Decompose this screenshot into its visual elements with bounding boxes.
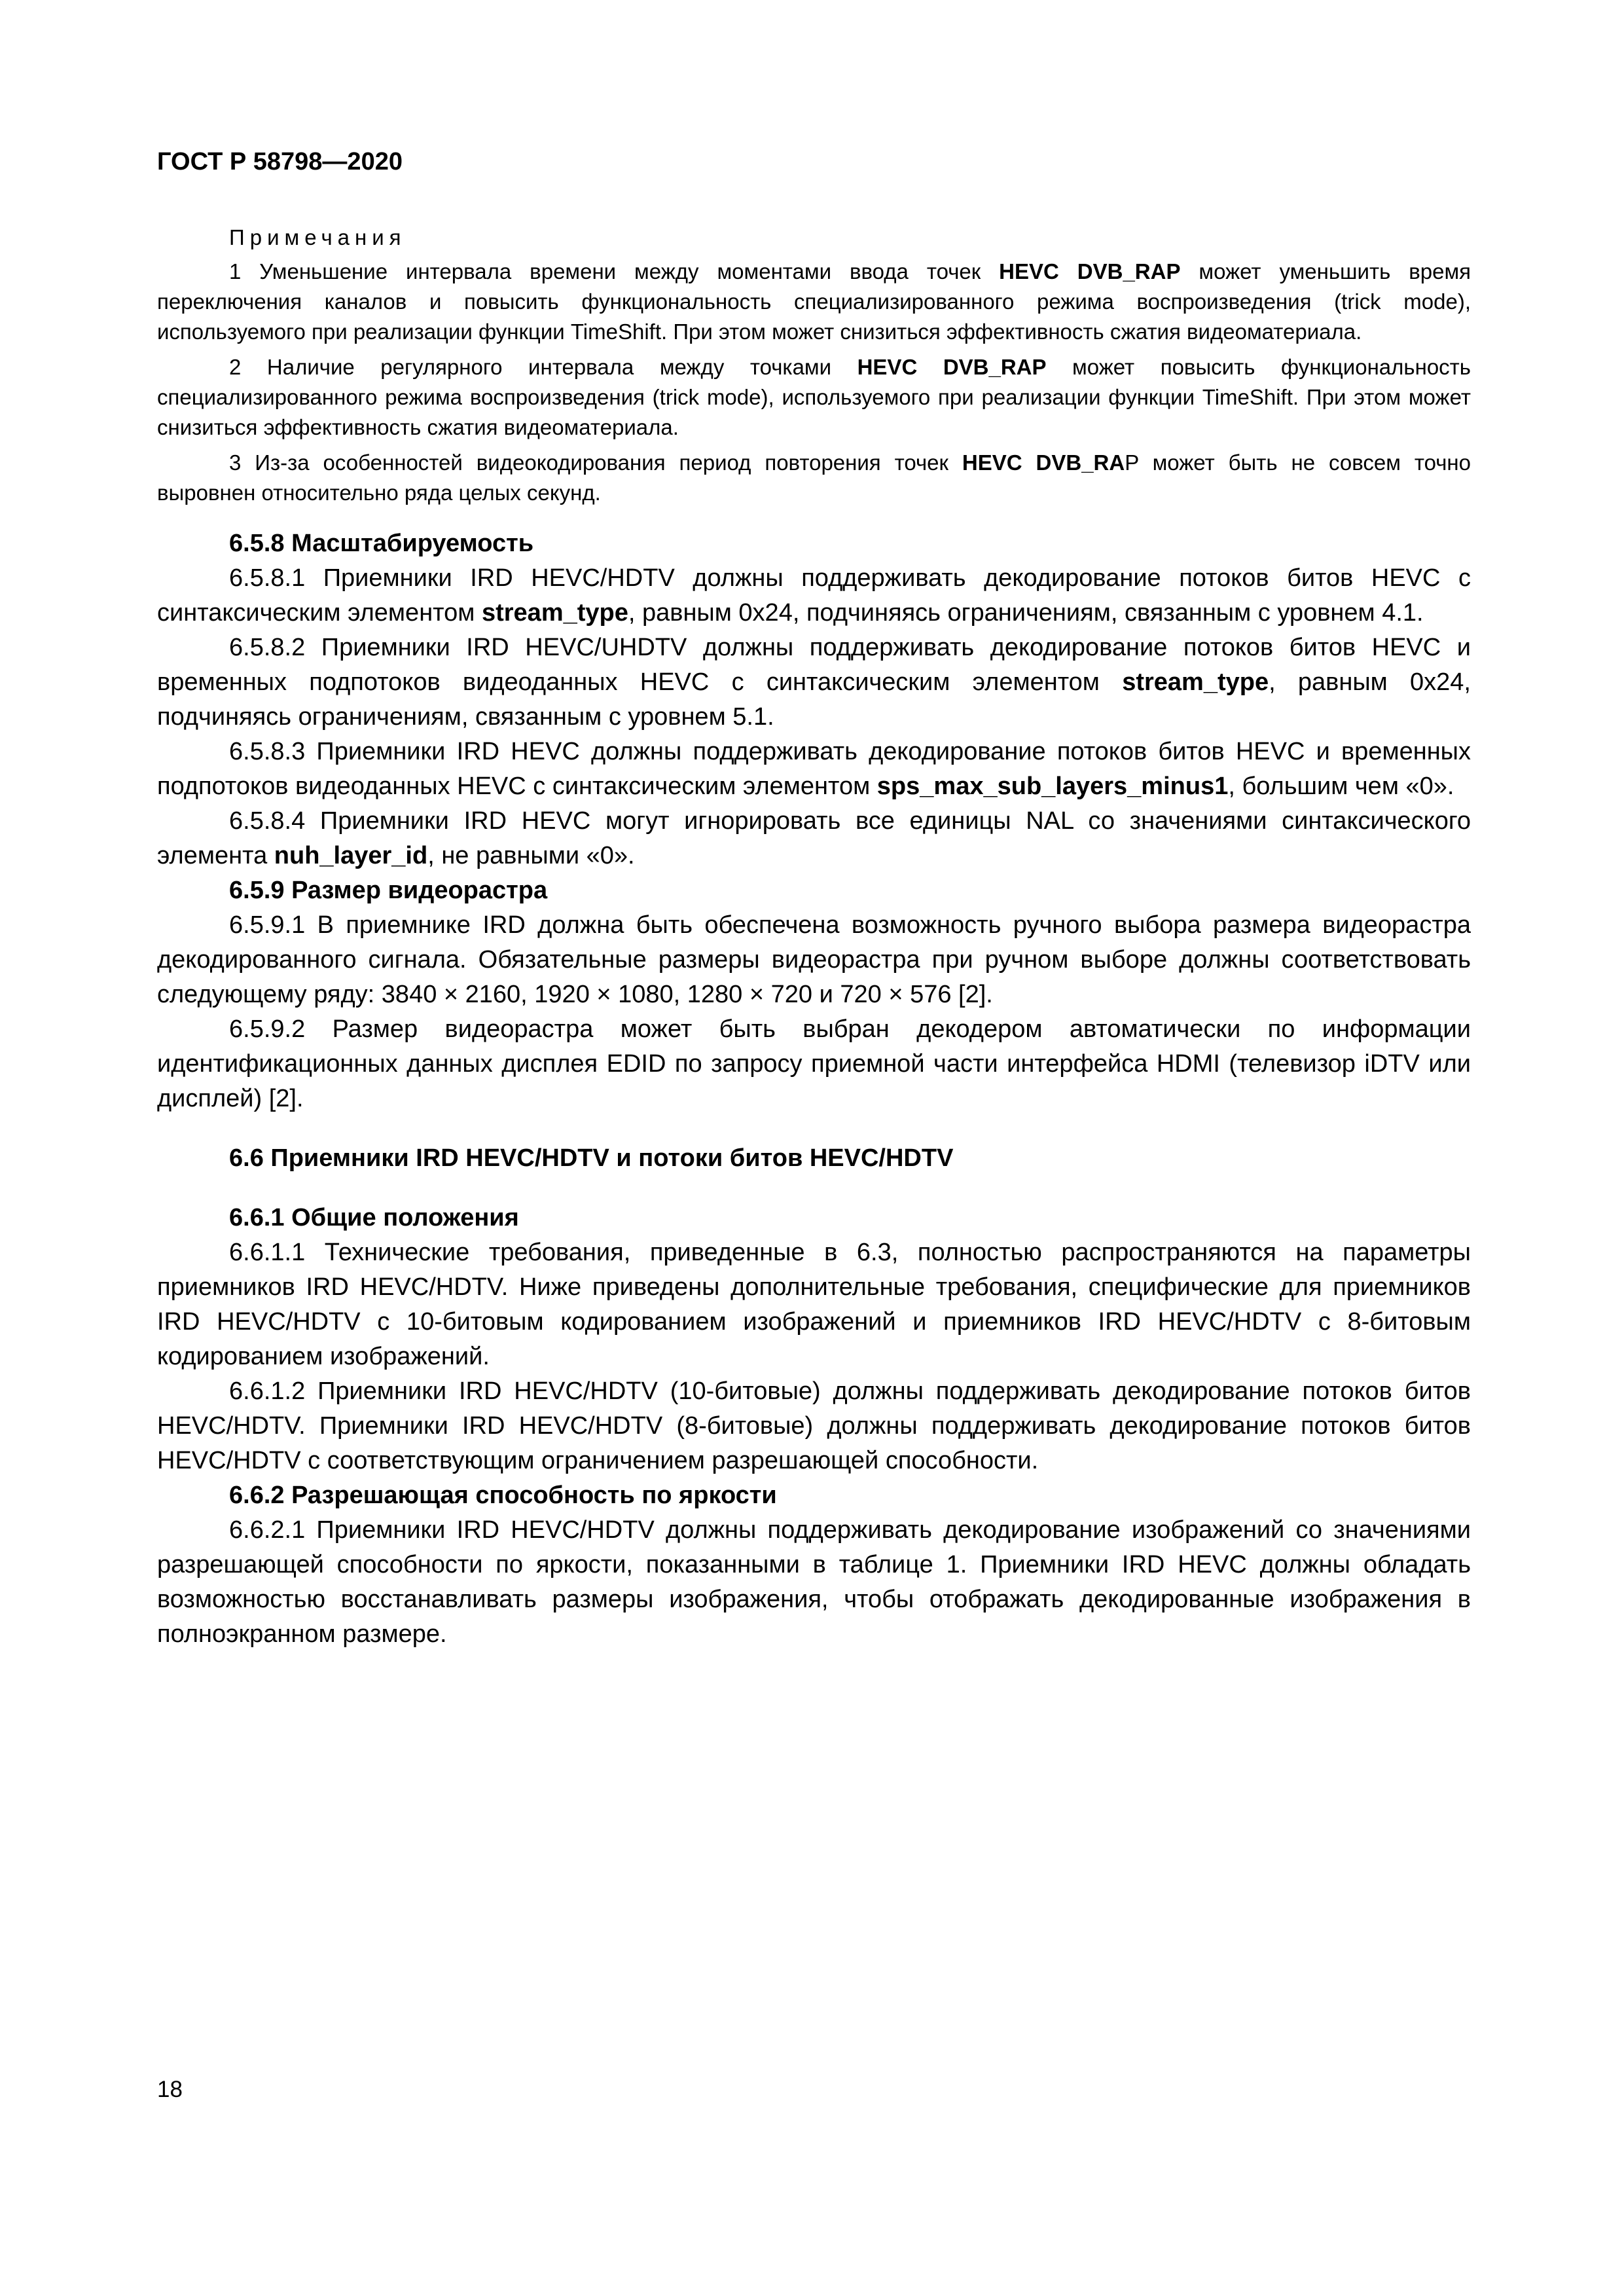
page-number: 18 [157, 2077, 183, 2102]
paragraph-text: , равным 0x24, подчиняясь ограничениям, связанным с уровнем 4.1. [628, 599, 1424, 627]
note-text: 3 Из-за особенностей видеокодирования период повторения точек [229, 450, 962, 475]
paragraph-term: stream_type [1122, 668, 1269, 696]
document-header: ГОСТ Р 58798—2020 [157, 148, 403, 175]
section-heading-6-6: 6.6 Приемники IRD HEVC/HDTV и потоки битов HEVC/HDTV [229, 1144, 954, 1172]
section-heading-6-6-1: 6.6.1 Общие положения [229, 1204, 519, 1231]
note-text: 2 Наличие регулярного интервала между точками [229, 355, 857, 379]
paragraph-6-5-9-1: 6.5.9.1 В приемнике IRD должна быть обеспечена возможность ручного выбора размера видеорастра декодированного сигнала. Обязательные размеры видеорастра при ручном выборе должны соответствовать следующему ряду: 3840 × 2160, 1920 × 1080, 1280 × 720 и 720 × 576 [2]. [157, 911, 1471, 1008]
section-heading-6-6-2: 6.6.2 Разрешающая способность по яркости [229, 1482, 777, 1509]
note-1 [157, 257, 1471, 347]
paragraph-6-6-1-2: 6.6.1.2 Приемники IRD HEVC/HDTV (10-битовые) должны поддерживать декодирование потоков битов HEVC/HDTV. Приемники IRD HEVC/HDTV (8-битовые) должны поддерживать декодирование потоков битов HEVC/HDTV с соответствующим ограничением разрешающей способности. [157, 1377, 1471, 1474]
paragraph-6-6-1-1: 6.6.1.1 Технические требования, приведенные в 6.3, полностью распространяются на параметры приемников IRD HEVC/HDTV. Ниже приведены дополнительные требования, специфические для приемников IRD HEVC/HDTV с 10-битовым кодированием изображений и приемников IRD HEVC/HDTV с 8-битовым кодированием изображений. [157, 1239, 1471, 1370]
note-term: HEVC DVB_RAP [999, 259, 1181, 283]
paragraph-text: 6.5.8.2 Приемники IRD HEVC/UHDTV должны поддерживать декодирование потоков битов HEVC и временных подпотоков видеоданных HEVC с синтаксическим элементом [157, 634, 1471, 696]
document-content [157, 223, 1471, 1652]
section-heading-6-5-8: 6.5.8 Масштабируемость [229, 530, 534, 557]
paragraph-term: stream_type [481, 599, 628, 627]
note-term: HEVC DVB_RA [962, 450, 1125, 475]
paragraph-text: 6.5.8.4 Приемники IRD HEVC могут игнорировать все единицы NAL со значениями синтаксического элемента [157, 807, 1471, 869]
note-2 [157, 352, 1471, 443]
paragraph-6-5-8-2 [157, 630, 1471, 735]
paragraph-text: , большим чем «0». [1228, 773, 1454, 800]
paragraph-text: 6.5.8.1 Приемники IRD HEVC/HDTV должны поддерживать декодирование потоков битов HEVC с синтаксическим элементом [157, 564, 1471, 627]
paragraph-6-5-8-3 [157, 735, 1471, 804]
paragraph-term: nuh_layer_id [274, 842, 428, 869]
paragraph-6-6-2-1: 6.6.2.1 Приемники IRD HEVC/HDTV должны поддерживать декодирование изображений со значениями разрешающей способности по яркости, показанными в таблице 1. Приемники IRD HEVC должны обладать возможностью восстанавливать размеры изображения, чтобы отображать декодированные изображения в полноэкранном размере. [157, 1516, 1471, 1648]
body-text [157, 526, 1471, 1652]
paragraph-6-5-8-4 [157, 804, 1471, 873]
note-text: может повысить функциональность специализированного режима воспроизведения (trick mode), используемого при реализации функции TimeShift. При этом может снизиться эффективность сжатия видеоматериала. [157, 355, 1471, 439]
note-3 [157, 448, 1471, 508]
paragraph-text: , не равными «0». [427, 842, 635, 869]
notes-title: Примечания [229, 225, 406, 249]
section-heading-6-5-9: 6.5.9 Размер видеорастра [229, 877, 548, 904]
note-term: HEVC DVB_RAP [857, 355, 1047, 379]
note-text: P может быть не совсем точно выровнен относительно ряда целых секунд. [157, 450, 1471, 505]
paragraph-6-5-8-1 [157, 561, 1471, 630]
note-text: 1 Уменьшение интервала времени между моментами ввода точек [229, 259, 1000, 283]
paragraph-term: sps_max_sub_layers_minus1 [876, 773, 1229, 800]
paragraph-6-5-9-2: 6.5.9.2 Размер видеорастра может быть выбран декодером автоматически по информации идентификационных данных дисплея EDID по запросу приемной части интерфейса HDMI (телевизор iDTV или дисплей) [2]. [157, 1015, 1471, 1112]
note-text: может уменьшить время переключения каналов и повысить функциональность специализированного режима воспроизведения (trick mode), используемого при реализации функции TimeShift. При этом может снизиться эффективность сжатия видеоматериала. [157, 259, 1471, 344]
notes-block [157, 223, 1471, 508]
paragraph-text: 6.5.8.3 Приемники IRD HEVC должны поддерживать декодирование потоков битов HEVC и временных подпотоков видеоданных HEVC с синтаксическим элементом [157, 738, 1471, 800]
paragraph-text: , равным 0x24, подчиняясь ограничениям, связанным с уровнем 5.1. [157, 668, 1471, 731]
